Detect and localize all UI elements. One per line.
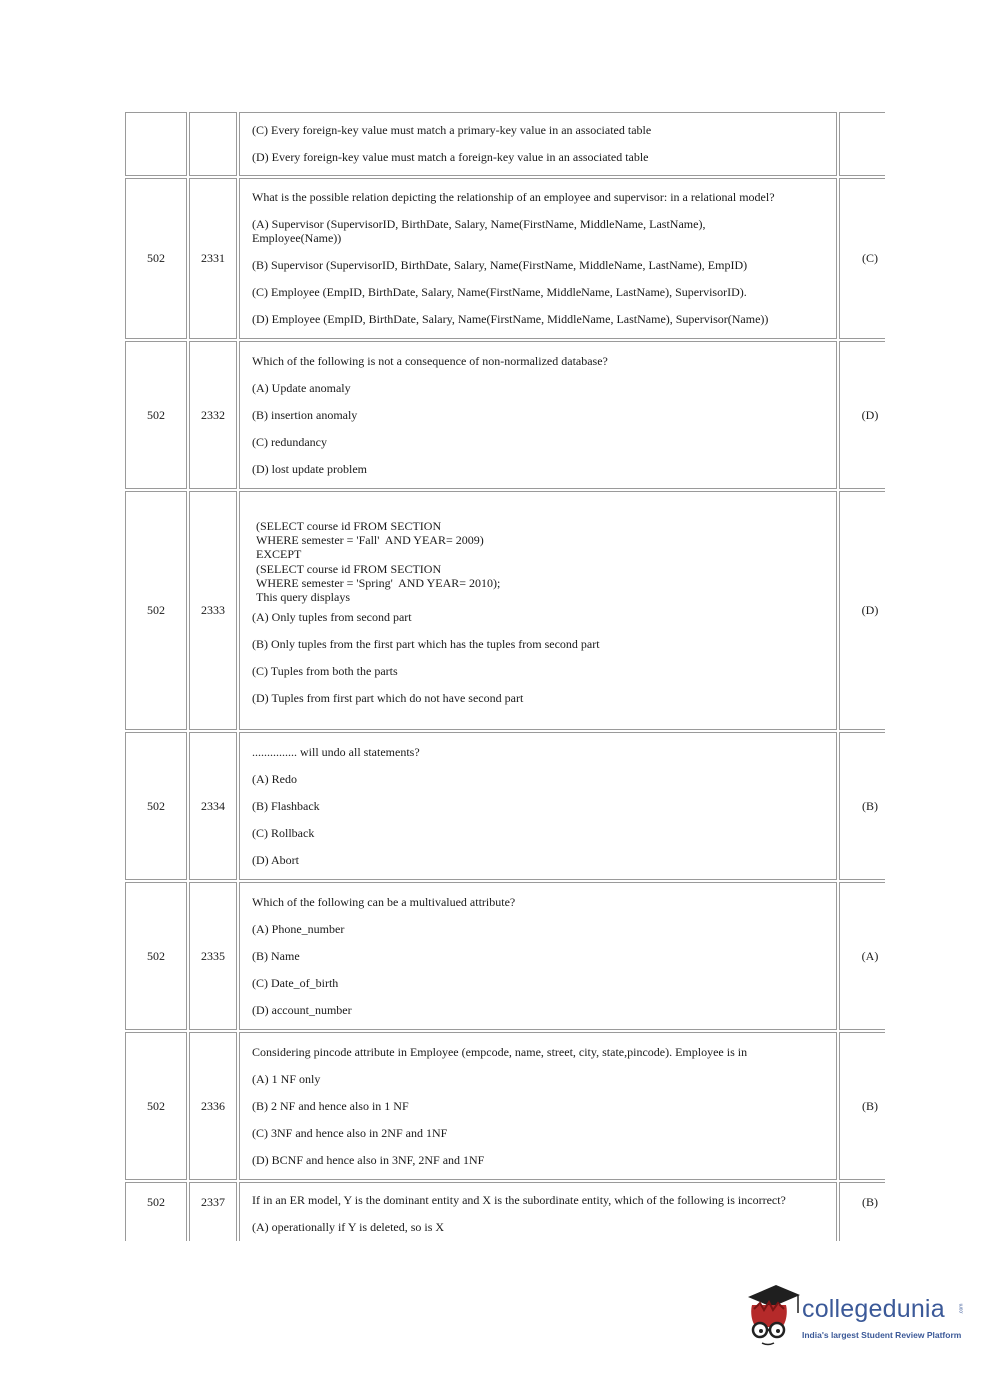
option-line: (A) Redo bbox=[252, 771, 297, 786]
subject-code-cell: 502 bbox=[125, 178, 187, 339]
question-number-cell: 2336 bbox=[189, 1032, 237, 1180]
option-line: (D) Abort bbox=[252, 852, 299, 867]
question-line: Which of the following can be a multivalued attribute? bbox=[252, 894, 516, 909]
question-number-cell: 2332 bbox=[189, 341, 237, 489]
answer-cell bbox=[839, 112, 885, 176]
question-line: What is the possible relation depicting the relationship of an employee and supervisor: in a relational model? bbox=[252, 190, 775, 204]
question-number-cell: 2331 bbox=[189, 178, 237, 339]
option-line: (A) Supervisor (SupervisorID, BirthDate, Salary, Name(FirstName, MiddleName, LastName), Employee(Name)) bbox=[252, 217, 706, 245]
option-line: (D) BCNF and hence also in 3NF, 2NF and 1NF bbox=[252, 1152, 485, 1167]
question-number-cell: 2337 bbox=[189, 1182, 237, 1241]
option-line: (B) 2 NF and hence also in 1 NF bbox=[252, 1098, 409, 1113]
subject-code-cell: 502 bbox=[125, 882, 187, 1030]
question-text-cell bbox=[239, 1032, 837, 1180]
question-text-cell bbox=[239, 732, 837, 880]
answer-cell: (D) bbox=[839, 491, 885, 730]
option-line: (C) Rollback bbox=[252, 825, 315, 840]
question-line: Which of the following is not a consequence of non-normalized database? bbox=[252, 353, 608, 368]
question-row bbox=[125, 1182, 885, 1241]
brand-logo[interactable] bbox=[742, 1283, 972, 1353]
question-row bbox=[125, 1032, 885, 1180]
answer-cell: (A) bbox=[839, 882, 885, 1030]
option-line: (D) Tuples from first part which do not have second part bbox=[252, 691, 524, 706]
option-line: (B) insertion anomaly bbox=[252, 407, 358, 422]
question-line: Considering pincode attribute in Employee (empcode, name, street, city, state,pincode). Employee is in bbox=[252, 1044, 748, 1059]
question-number-cell bbox=[189, 112, 237, 176]
answer-cell: (B) bbox=[839, 1182, 885, 1241]
question-text-cell bbox=[239, 491, 837, 730]
option-line: (C) 3NF and hence also in 2NF and 1NF bbox=[252, 1125, 448, 1140]
option-line: (A) operationally if Y is deleted, so is X bbox=[252, 1220, 445, 1234]
option-line: (D) account_number bbox=[252, 1002, 352, 1017]
question-row bbox=[125, 882, 885, 1030]
option-line: (C) redundancy bbox=[252, 434, 327, 449]
question-number-cell: 2335 bbox=[189, 882, 237, 1030]
option-line: (A) Only tuples from second part bbox=[252, 610, 412, 625]
option-line: (B) Only tuples from the first part which has the tuples from second part bbox=[252, 637, 600, 652]
question-line: (C) Every foreign-key value must match a primary-key value in an associated table bbox=[252, 123, 652, 137]
question-table bbox=[123, 110, 885, 1241]
option-line: (B) Flashback bbox=[252, 798, 320, 813]
subject-code-cell bbox=[125, 112, 187, 176]
question-row bbox=[125, 491, 885, 730]
question-row bbox=[125, 112, 885, 176]
brand-name: collegedunia bbox=[802, 1295, 945, 1323]
subject-code-cell: 502 bbox=[125, 1182, 187, 1241]
question-row bbox=[125, 732, 885, 880]
question-row bbox=[125, 341, 885, 489]
subject-code-cell: 502 bbox=[125, 491, 187, 730]
subject-code-cell: 502 bbox=[125, 341, 187, 489]
question-text-cell bbox=[239, 882, 837, 1030]
question-text-cell bbox=[239, 1182, 837, 1241]
question-number-cell: 2334 bbox=[189, 732, 237, 880]
question-text-cell bbox=[239, 178, 837, 339]
option-line: (D) lost update problem bbox=[252, 461, 367, 476]
answer-cell: (B) bbox=[839, 1032, 885, 1180]
question-line: If in an ER model, Y is the dominant entity and X is the subordinate entity, which of the following is incorrect? bbox=[252, 1193, 786, 1207]
question-text-cell bbox=[239, 112, 837, 176]
option-line: (C) Date_of_birth bbox=[252, 975, 339, 990]
question-text-cell bbox=[239, 341, 837, 489]
graduate-mascot-icon bbox=[742, 1283, 802, 1353]
question-line: ............... will undo all statements? bbox=[252, 744, 420, 759]
question-number-cell: 2333 bbox=[189, 491, 237, 730]
option-line: (A) Update anomaly bbox=[252, 380, 351, 395]
option-line: (A) 1 NF only bbox=[252, 1071, 321, 1086]
option-line: (C) Tuples from both the parts bbox=[252, 664, 398, 679]
brand-domain-suffix: .com bbox=[958, 1303, 965, 1315]
option-line: (D) Every foreign-key value must match a foreign-key value in an associated table bbox=[252, 150, 649, 164]
option-line: (B) Name bbox=[252, 948, 300, 963]
answer-cell: (C) bbox=[839, 178, 885, 339]
brand-tagline: India's largest Student Review Platform bbox=[802, 1330, 962, 1340]
subject-code-cell: 502 bbox=[125, 732, 187, 880]
answer-cell: (D) bbox=[839, 341, 885, 489]
sql-query-block: (SELECT course id FROM SECTION WHERE semester = 'Fall' AND YEAR= 2009) EXCEPT (SELECT course id FROM SECTION WHERE semester = 'Spring' AND YEAR= 2010); This query displays bbox=[256, 518, 501, 604]
option-line: (D) Employee (EmpID, BirthDate, Salary, Name(FirstName, MiddleName, LastName), Supervisor(Name)) bbox=[252, 312, 769, 326]
option-line: (C) Employee (EmpID, BirthDate, Salary, Name(FirstName, MiddleName, LastName), SupervisorID). bbox=[252, 285, 747, 299]
answer-cell: (B) bbox=[839, 732, 885, 880]
option-line: (A) Phone_number bbox=[252, 921, 345, 936]
question-row bbox=[125, 178, 885, 339]
question-table-container bbox=[123, 110, 885, 1241]
option-line: (B) Supervisor (SupervisorID, BirthDate, Salary, Name(FirstName, MiddleName, LastName), EmpID) bbox=[252, 258, 748, 272]
subject-code-cell: 502 bbox=[125, 1032, 187, 1180]
